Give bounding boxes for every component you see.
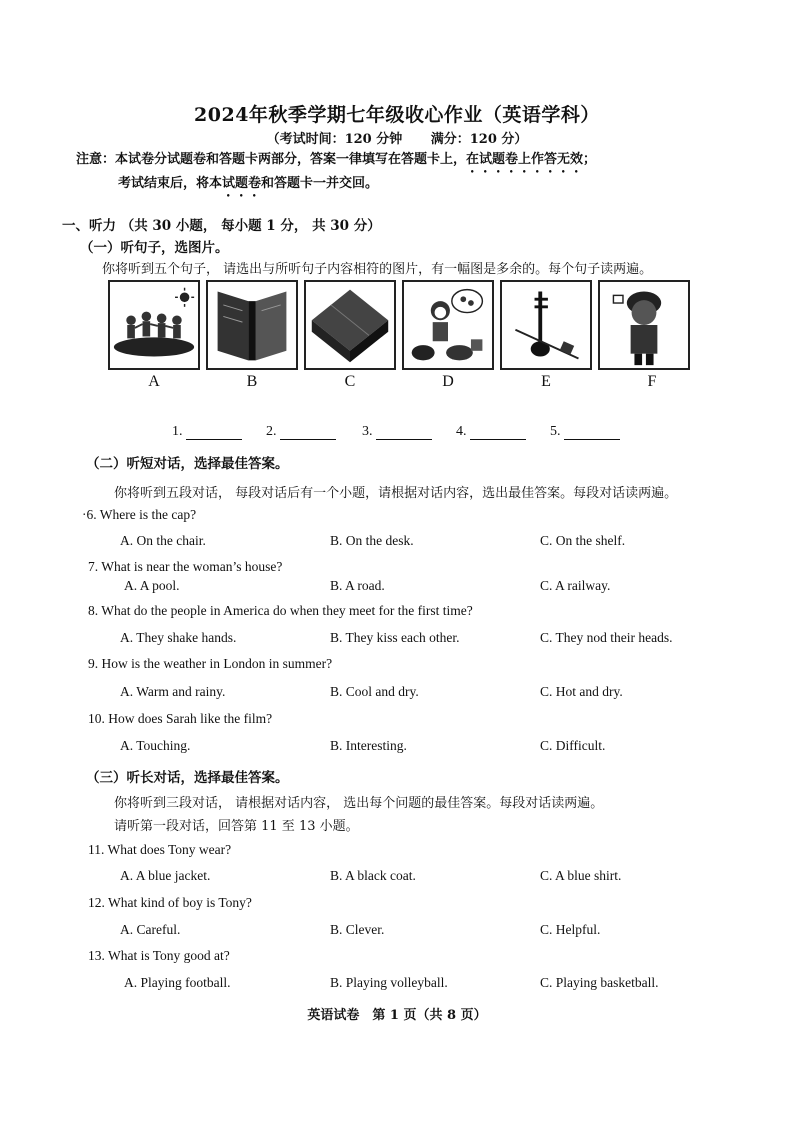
q7-option-a[interactable]: A. A pool.	[124, 578, 180, 593]
box-icon	[304, 280, 396, 370]
section2-title: （二）听短对话，选择最佳答案。	[86, 456, 289, 472]
question-8: 8. What do the people in America do when they meet for the first time?	[88, 603, 473, 618]
picture-letter-e: E	[541, 373, 551, 390]
notice-line-2	[118, 172, 378, 200]
boy-with-hat-icon	[598, 280, 690, 370]
question-10: 10. How does Sarah like the film?	[88, 711, 273, 726]
girl-with-animals-icon	[402, 280, 494, 370]
notice-text-2b: 试题卷	[222, 176, 262, 191]
picture-letter-c: C	[344, 373, 356, 390]
question-7: 7. What is near the woman’s house?	[88, 559, 283, 574]
q6-option-c[interactable]: C. On the shelf.	[540, 533, 626, 548]
q9-option-c[interactable]: C. Hot and dry.	[540, 684, 623, 699]
section3-title: （三）听长对话，选择最佳答案。	[86, 770, 289, 786]
question-6: ·6. Where is the cap?	[82, 507, 197, 522]
q12-option-c[interactable]: C. Helpful.	[540, 922, 601, 937]
q7-option-b[interactable]: B. A road.	[330, 578, 385, 593]
q13-option-c[interactable]: C. Playing basketball.	[540, 975, 659, 990]
q9-option-a[interactable]: A. Warm and rainy.	[120, 684, 226, 699]
answer-blank-2[interactable]: 2.	[266, 424, 336, 440]
q7-option-c[interactable]: C. A railway.	[540, 578, 611, 593]
section1-instructions: 你将听到五个句子， 请选出与所听句子内容相符的图片，有一幅图是多余的。每个句子读两遍。	[102, 262, 653, 277]
q10-option-b[interactable]: B. Interesting.	[330, 738, 407, 753]
q6-option-b[interactable]: B. On the desk.	[330, 533, 414, 548]
notice-text-2a: 考试结束后，将本	[118, 176, 223, 191]
notice-text-2c: 和答题卡一并交回。	[261, 176, 379, 191]
q8-option-a[interactable]: A. They shake hands.	[120, 630, 237, 645]
q6-option-a[interactable]: A. On the chair.	[120, 533, 206, 548]
erhu-instrument-icon	[500, 280, 592, 370]
exam-time: （考试时间：120 分钟	[266, 132, 403, 147]
q8-option-b[interactable]: B. They kiss each other.	[330, 630, 460, 645]
notice-label: 注意：	[76, 152, 116, 167]
book-icon	[206, 280, 298, 370]
picture-letter-a: A	[148, 373, 160, 390]
question-13: 13. What is Tony good at?	[88, 948, 230, 963]
part1-title: 一、听力 （共 30 小题， 每小题 1 分， 共 30 分）	[62, 218, 381, 234]
answer-blank-3[interactable]: 3.	[362, 424, 432, 440]
question-9: 9. How is the weather in London in summer?	[88, 656, 333, 671]
page-footer: 英语试卷 第 1 页（共 8 页）	[307, 1008, 487, 1023]
q12-option-b[interactable]: B. Clever.	[330, 922, 385, 937]
picture-letter-f: F	[647, 373, 657, 390]
q10-option-c[interactable]: C. Difficult.	[540, 738, 606, 753]
picture-letter-b: B	[246, 373, 258, 390]
q12-option-a[interactable]: A. Careful.	[120, 922, 181, 937]
page-title: 2024年秋季学期七年级收心作业（英语学科）	[194, 104, 600, 126]
q8-option-c[interactable]: C. They nod their heads.	[540, 630, 673, 645]
q9-option-b[interactable]: B. Cool and dry.	[330, 684, 419, 699]
exam-info	[0, 128, 794, 147]
picture-letter-d: D	[442, 373, 454, 390]
section1-title: （一）听句子，选图片。	[80, 240, 229, 256]
picture-row	[108, 280, 690, 372]
q10-option-a[interactable]: A. Touching.	[120, 738, 191, 753]
question-11: 11. What does Tony wear?	[88, 842, 232, 857]
answer-blank-5[interactable]: 5.	[550, 424, 620, 440]
section2-instructions: 你将听到五段对话， 每段对话后有一个小题，请根据对话内容，选出最佳答案。每段对话读两遍。	[114, 486, 678, 501]
notice-text-1a: 本试卷分试题卷和答题卡两部分，答案一律填写在答题卡上，	[115, 152, 467, 167]
section3-instructions-1: 你将听到三段对话， 请根据对话内容， 选出每个问题的最佳答案。每段对话读两遍。	[114, 796, 604, 811]
q13-option-b[interactable]: B. Playing volleyball.	[330, 975, 448, 990]
children-playing-icon	[108, 280, 200, 370]
q11-option-b[interactable]: B. A black coat.	[330, 868, 416, 883]
section3-instructions-2: 请听第一段对话，回答第 11 至 13 小题。	[114, 819, 359, 834]
question-12: 12. What kind of boy is Tony?	[88, 895, 252, 910]
notice-text-1b: 在试题卷上作答无效；	[466, 152, 597, 167]
answer-blank-1[interactable]: 1.	[172, 424, 242, 440]
q13-option-a[interactable]: A. Playing football.	[124, 975, 231, 990]
q11-option-c[interactable]: C. A blue shirt.	[540, 868, 622, 883]
q11-option-a[interactable]: A. A blue jacket.	[120, 868, 211, 883]
answer-blank-4[interactable]: 4.	[456, 424, 526, 440]
exam-score: 满分：120 分）	[430, 132, 528, 147]
